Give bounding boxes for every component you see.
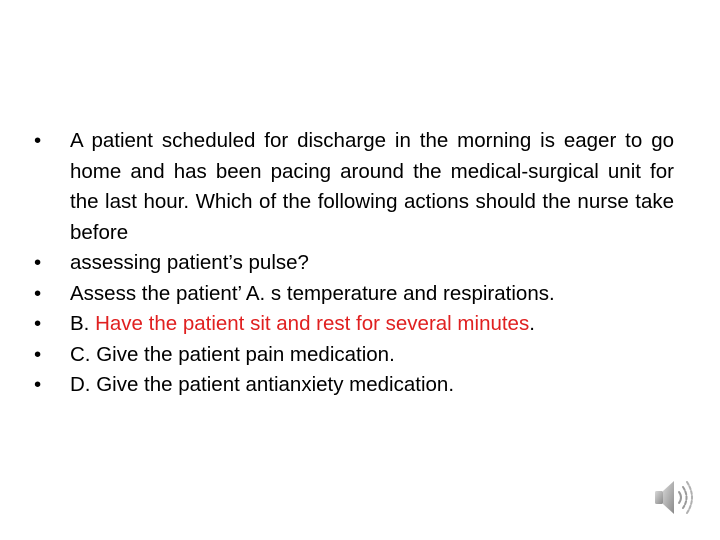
list-item xyxy=(34,309,674,340)
option-d: D. Give the patient antianxiety medication. xyxy=(70,373,455,396)
option-a: Assess the patient’ A. s temperature and respirations. xyxy=(70,281,555,305)
bullet-list xyxy=(34,126,674,401)
list-item xyxy=(34,279,674,310)
bullet-marker: • xyxy=(34,342,42,366)
bullet-marker: • xyxy=(34,251,42,274)
list-item xyxy=(34,340,674,371)
bullet-marker: • xyxy=(34,312,42,335)
bullet-marker: • xyxy=(34,129,42,152)
option-b-answer: Have the patient sit and rest for several minutes xyxy=(95,312,530,335)
speaker-icon[interactable] xyxy=(652,474,696,520)
bullet-marker: • xyxy=(34,373,42,396)
option-b-prefix: B. xyxy=(70,312,96,335)
list-item xyxy=(34,126,674,248)
question-text: A patient scheduled for discharge in the morning is eager to go home and has been pacing around the medical-surgical unit for the last hour. Which of the following actions should the nurse take before xyxy=(70,129,674,244)
list-item xyxy=(34,248,674,279)
question-text-continued: assessing patient’s pulse? xyxy=(70,251,309,274)
bullet-marker: • xyxy=(34,281,42,305)
option-c: C. Give the patient pain medication. xyxy=(70,342,395,366)
list-item xyxy=(34,370,674,401)
option-b-suffix: . xyxy=(529,312,535,335)
